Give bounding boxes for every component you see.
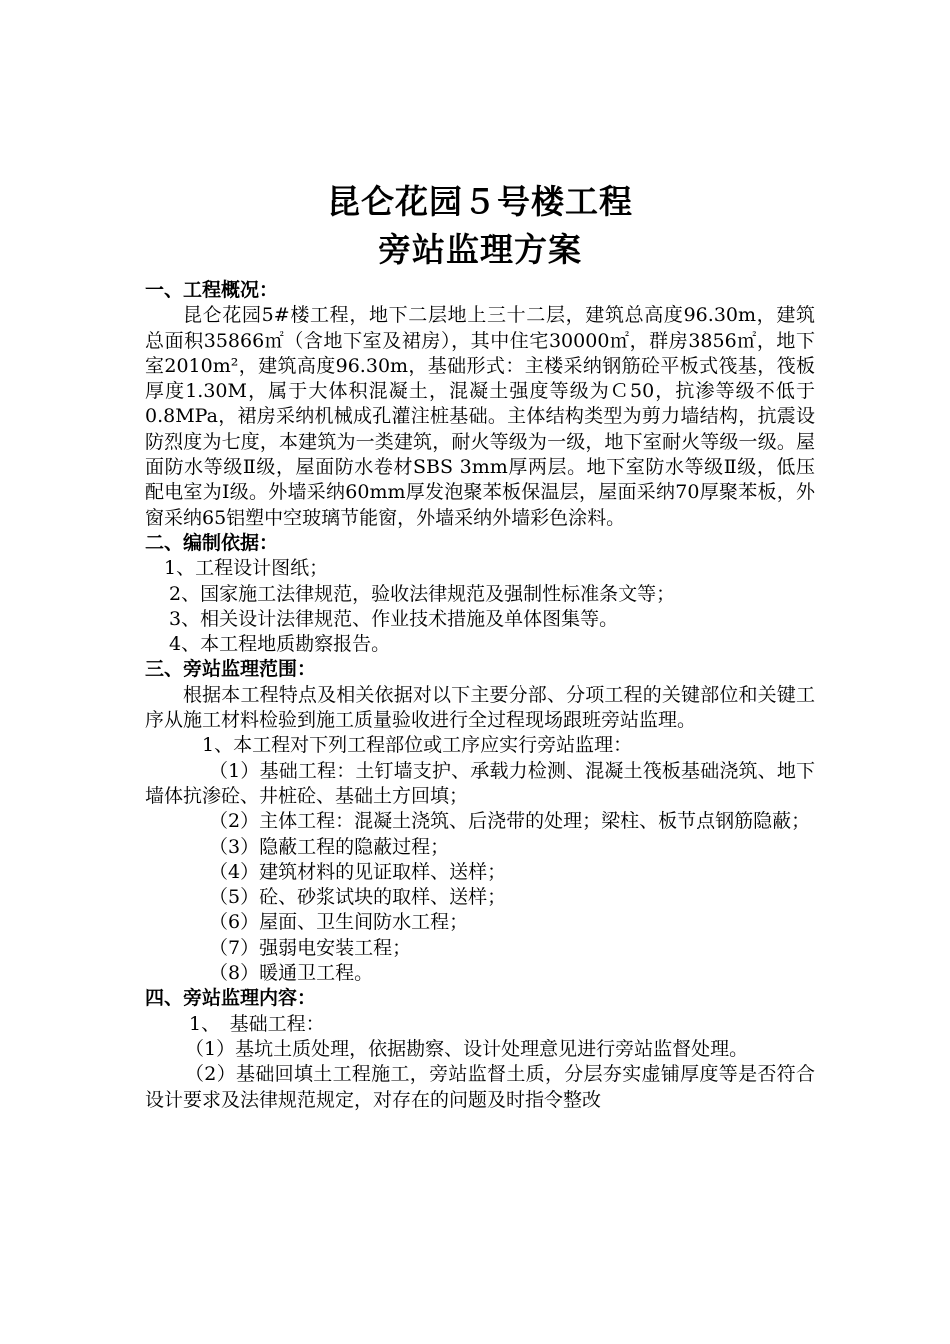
scope-item: （5）砼、砂浆试块的取样、送样； (209, 886, 507, 909)
overview-paragraph: 昆仑花园5#楼工程，地下二层地上三十二层，建筑总高度96.30m，建筑总面积35866㎡（含地下室及裙房），其中住宅30000㎡，群房3856㎡，地下室2010m²，建筑高度96.30m，基础形式：主楼采纳钢筋砼平板式筏基，筏板厚度1.30M，属于大体积混凝土，混凝土强度等级为Ｃ50，抗渗等级不低于0.8MPa，裙房采纳机械成孔灌注桩基础。主体结构类型为剪力墙结构，抗震设防烈度为七度，本建筑为一类建筑，耐火等级为一级，地下室耐火等级一级。屋面防水等级Ⅱ级，屋面防水卷材SBS 3mm厚两层。地下室防水等级Ⅱ级，低压配电室为Ⅰ级。外墙采纳60mm厚发泡聚苯板保温层，屋面采纳70厚聚苯板，外窗采纳65铝塑中空玻璃节能窗，外墙采纳外墙彩色涂料。 (145, 304, 815, 529)
section-heading-basis: 二、编制依据： (145, 531, 279, 554)
scope-paragraph: 根据本工程特点及相关依据对以下主要分部、分项工程的关键部位和关键工序从施工材料检验到施工质量验收进行全过程现场跟班旁站监理。 (145, 683, 815, 732)
scope-item: （8）暖通卫工程。 (209, 962, 374, 985)
scope-subheading: 1、本工程对下列工程部位或工序应实行旁站监理： (202, 734, 633, 757)
section-heading-content: 四、旁站监理内容： (145, 987, 317, 1010)
document-title: 昆仑花园５号楼工程 (327, 182, 633, 221)
document-subtitle: 旁站监理方案 (378, 230, 582, 269)
scope-item: （6）屋面、卫生间防水工程； (209, 911, 469, 934)
content-item: （2）基础回填土工程施工，旁站监督土质，分层夯实虚铺厚度等是否符合设计要求及法律规范规定，对存在的问题及时指令整改 (145, 1063, 815, 1111)
document-page (145, 178, 815, 1113)
section-heading-overview: 一、工程概况： (145, 279, 279, 301)
content-item: （1）基坑土质处理，依据勘察、设计处理意见进行旁站监督处理。 (185, 1037, 749, 1060)
basis-item: 1、工程设计图纸； (164, 557, 329, 580)
scope-item: （7）强弱电安装工程； (209, 936, 412, 959)
scope-item: （2）主体工程：混凝土浇筑、后浇带的处理；梁柱、板节点钢筋隐蔽； (209, 810, 811, 833)
content-subheading: 1、 基础工程： (189, 1012, 325, 1035)
scope-item: （3）隐蔽工程的隐蔽过程； (209, 835, 450, 858)
scope-item: （1）基础工程：土钉墙支护、承载力检测、混凝土筏板基础浇筑、地下墙体抗渗砼、井桩砼、基础土方回填； (145, 759, 815, 807)
basis-item: 3、相关设计法律规范、作业技术措施及单体图集等。 (169, 607, 619, 630)
scope-item: （4）建筑材料的见证取样、送样； (209, 860, 507, 883)
basis-item: 4、本工程地质勘察报告。 (169, 633, 391, 656)
section-heading-scope: 三、旁站监理范围： (145, 658, 317, 681)
basis-item: 2、国家施工法律规范，验收法律规范及强制性标准条文等； (169, 582, 676, 605)
